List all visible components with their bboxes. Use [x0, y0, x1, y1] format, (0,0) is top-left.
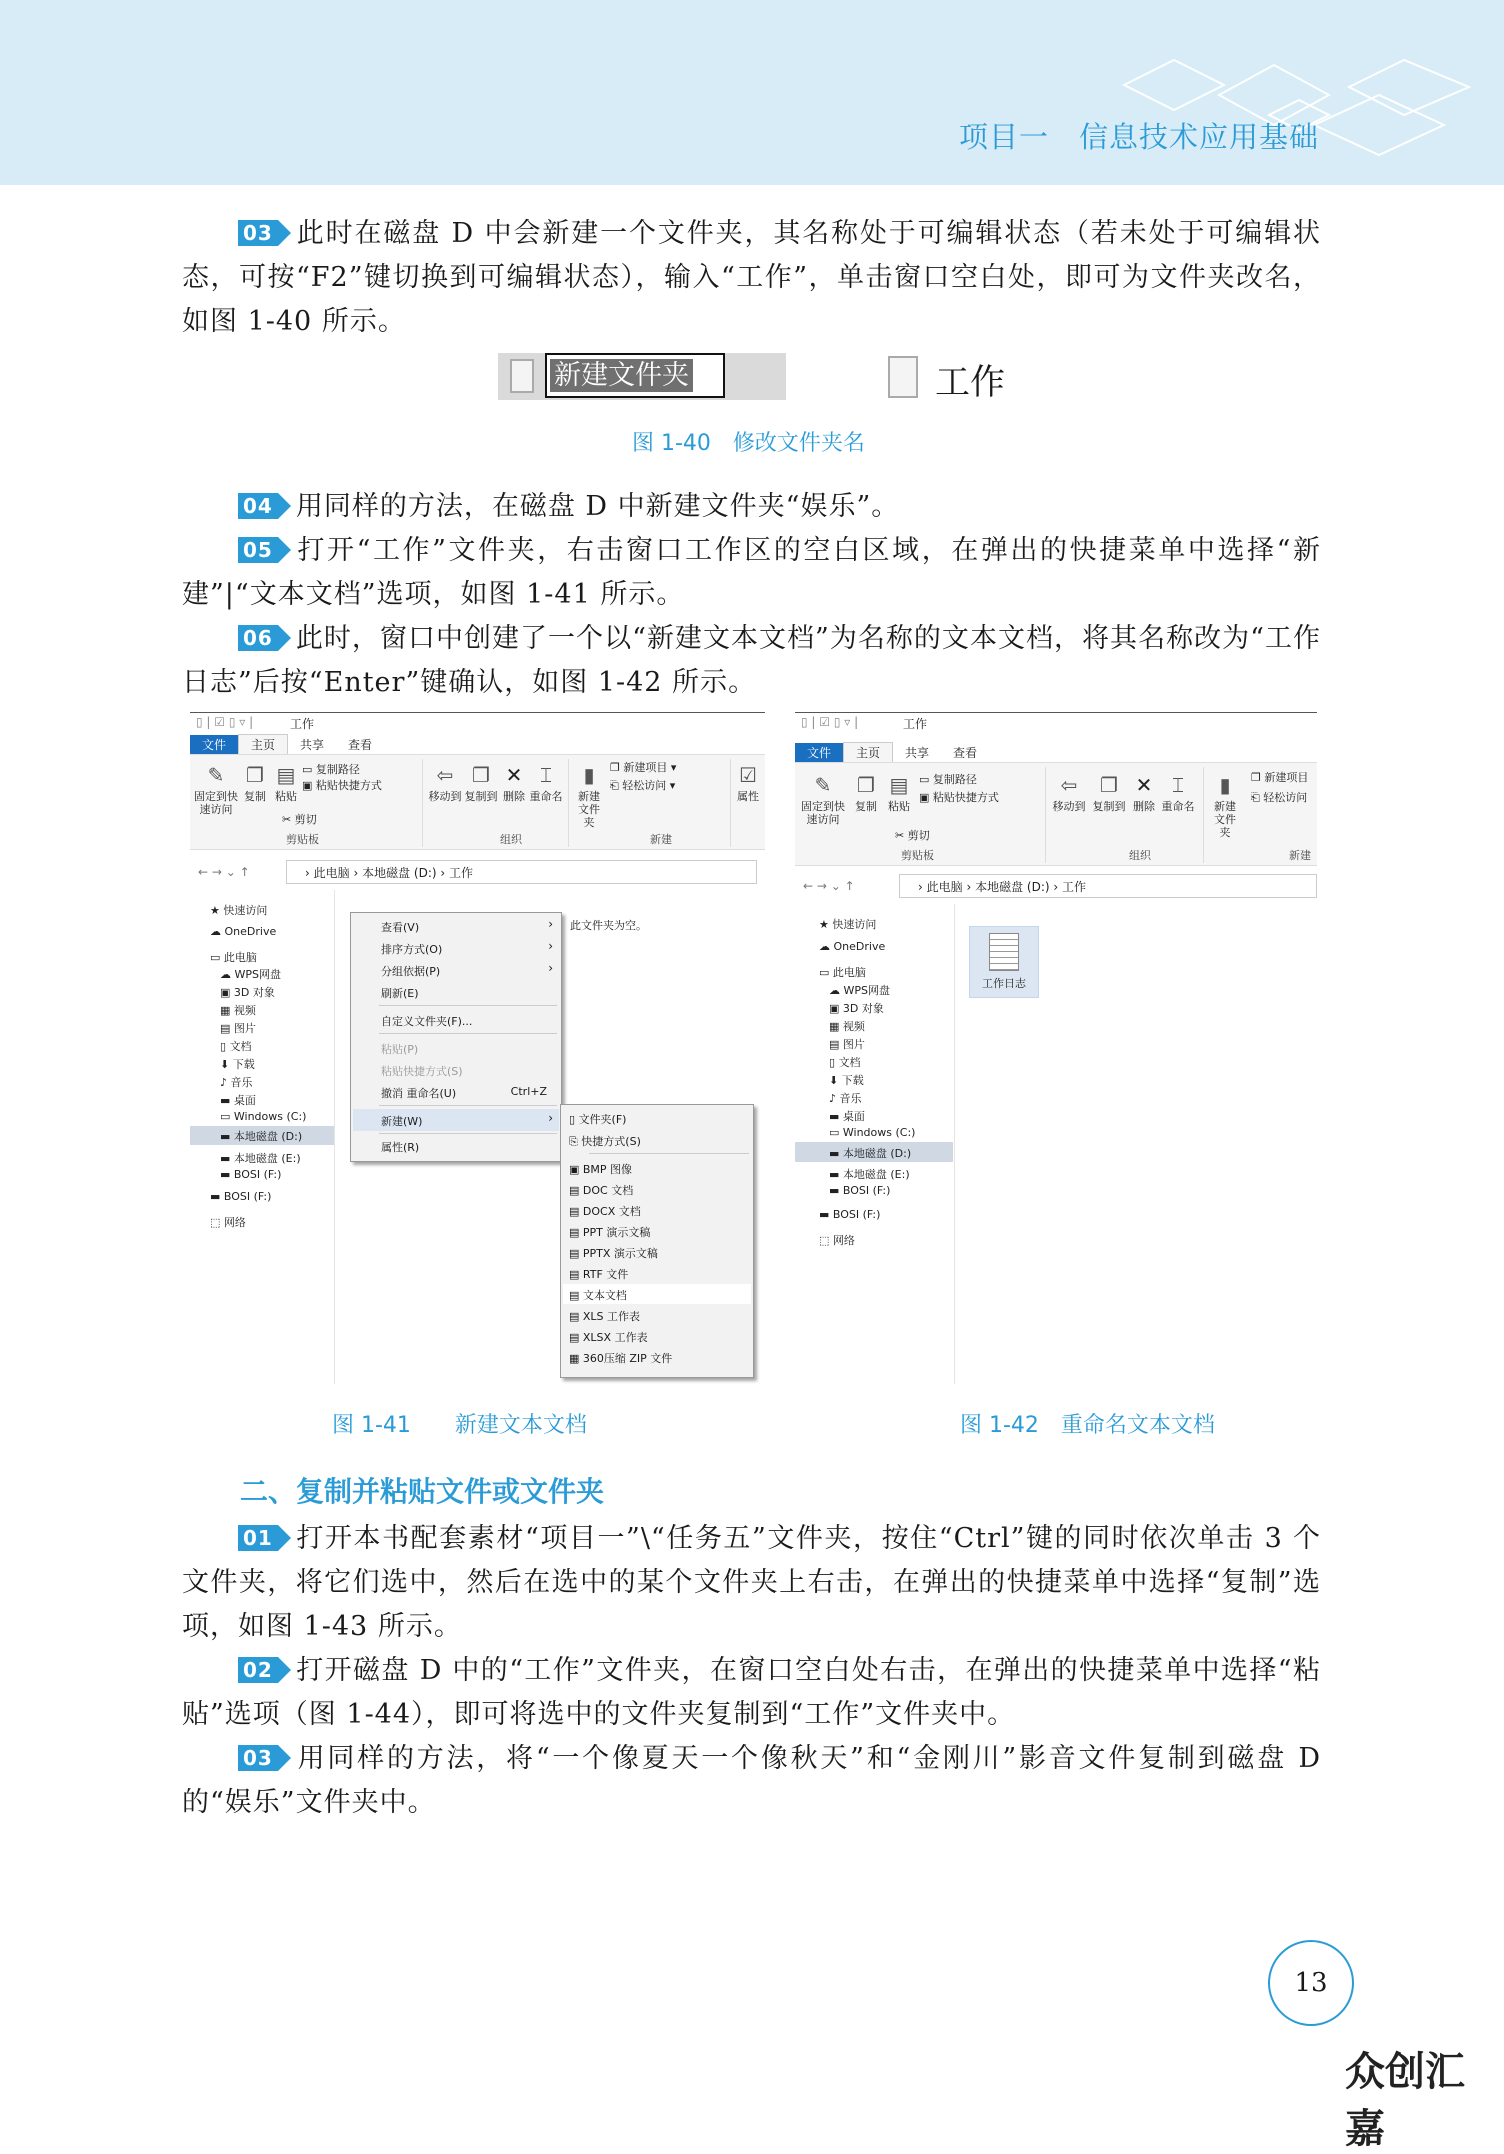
paste-label: 粘贴 — [888, 800, 910, 813]
figure-caption: 图 1-41 新建文本文档 — [332, 1413, 587, 1438]
nav-item[interactable]: ▤ 图片 — [829, 1038, 865, 1051]
easy-access-label: 轻松访问 — [1263, 791, 1308, 804]
copy-to-button[interactable] — [1091, 773, 1127, 813]
paste-icon: ▤ — [276, 763, 296, 787]
group-clipboard: 剪贴板 — [901, 849, 934, 862]
paragraph-text: 用同样的方法，在磁盘 D 中新建文件夹“娱乐”。 — [295, 491, 900, 522]
tab-view[interactable]: 查看 — [953, 746, 978, 760]
step-badge: 03 — [238, 220, 278, 246]
copy-to-button[interactable] — [464, 763, 498, 803]
paste-button[interactable] — [272, 763, 300, 803]
nav-item[interactable]: ⬇ 下载 — [220, 1058, 255, 1071]
properties-label: 属性 — [737, 790, 759, 803]
delete-button[interactable] — [502, 763, 526, 803]
move-to-label: 移动到 — [428, 790, 462, 803]
nav-item[interactable]: ☁ WPS网盘 — [220, 968, 281, 981]
nav-item[interactable]: ▬ BOSI (F:) — [220, 1168, 282, 1181]
nav-item[interactable]: ▬ 本地磁盘 (E:) — [220, 1152, 301, 1165]
paragraph-step-01 — [182, 1517, 1321, 1649]
pin-label: 固定到快速访问 — [194, 790, 238, 816]
nav-item[interactable]: ☁ OneDrive — [819, 940, 886, 953]
easy-access-button[interactable]: ⎗ 轻松访问 — [1251, 791, 1308, 804]
pin-button[interactable] — [194, 763, 238, 816]
paste-icon: ▤ — [889, 773, 909, 797]
address-path[interactable]: › 此电脑 › 本地磁盘 (D:) › 工作 — [286, 860, 757, 884]
tab-file[interactable]: 文件 — [795, 743, 843, 763]
copy-label: 复制 — [244, 790, 266, 803]
step-badge: 03 — [238, 1745, 278, 1771]
submenu-item[interactable]: ▤ XLS 工作表 — [569, 1310, 641, 1323]
new-folder-button[interactable] — [1209, 773, 1241, 839]
title-bar: ▯ | ☑ ▯ ▿ | 工作 — [190, 712, 765, 732]
window-title: 工作 — [290, 717, 315, 731]
copy-to-label: 复制到 — [464, 790, 498, 803]
nav-item[interactable]: ▬ BOSI (F:) — [829, 1184, 891, 1197]
submenu-item[interactable]: ▣ BMP 图像 — [569, 1163, 633, 1176]
nav-item[interactable]: ▬ BOSI (F:) — [210, 1190, 272, 1203]
file-name: 工作日志 — [982, 977, 1026, 990]
undo-shortcut: Ctrl+Z — [510, 1085, 547, 1098]
nav-item-selected[interactable]: ▬ 本地磁盘 (D:) — [190, 1126, 334, 1145]
easy-access-label: 轻松访问 — [622, 779, 667, 792]
nav-item[interactable]: ⬇ 下载 — [829, 1074, 864, 1087]
menu-item-sort[interactable]: 排序方式(O) — [381, 943, 443, 956]
new-item-label: 新建项目 — [1264, 771, 1309, 784]
paragraph-step-02 — [182, 1649, 1321, 1737]
chapter-title: 项目一 信息技术应用基础 — [958, 120, 1319, 154]
menu-item-paste-shortcut[interactable]: 粘贴快捷方式(S) — [381, 1065, 463, 1078]
paragraph-text: 此时在磁盘 D 中会新建一个文件夹，其名称处于可编辑状态（若未处于可编辑状态，可按“F2”键切换到可编辑状态），输入“工作”，单击窗口空白处，即可为文件夹改名，如图 1-40 所示。 — [182, 218, 1321, 337]
delete-icon: ✕ — [505, 763, 523, 787]
paste-shortcut-button[interactable]: ▣ 粘贴快捷方式 — [302, 779, 382, 792]
tab-share[interactable]: 共享 — [905, 746, 930, 760]
new-folder-button[interactable] — [574, 763, 604, 829]
group-new: 新建 — [650, 833, 672, 846]
ribbon-tabs — [795, 742, 1317, 762]
selected-name-text: 新建文件夹 — [550, 359, 693, 392]
nav-item[interactable]: ▣ 3D 对象 — [829, 1002, 884, 1015]
menu-item-properties[interactable]: 属性(R) — [381, 1141, 420, 1154]
copy-to-icon: ❐ — [472, 763, 490, 787]
new-folder-label: 新建文件夹 — [578, 790, 600, 829]
submenu-item[interactable]: ▤ DOC 文档 — [569, 1184, 634, 1197]
nav-item[interactable]: ▯ 文档 — [220, 1040, 252, 1053]
submenu-item[interactable]: ▤ PPTX 演示文稿 — [569, 1247, 658, 1260]
rename-button[interactable] — [1159, 773, 1197, 813]
rename-icon: ⌶ — [1172, 773, 1184, 797]
rename-edit-box[interactable] — [545, 353, 725, 398]
copy-to-label: 复制到 — [1092, 800, 1126, 813]
navigation-pane — [795, 904, 955, 1384]
nav-item[interactable]: ▬ 桌面 — [220, 1094, 256, 1107]
paragraph-step-06 — [182, 617, 1321, 705]
nav-item[interactable]: ▯ 文档 — [829, 1056, 861, 1069]
menu-item-refresh[interactable]: 刷新(E) — [381, 987, 419, 1000]
address-path[interactable]: › 此电脑 › 本地磁盘 (D:) › 工作 — [899, 874, 1317, 898]
address-bar — [190, 860, 765, 884]
delete-icon: ✕ — [1135, 773, 1153, 797]
nav-item[interactable]: ▦ 视频 — [220, 1004, 256, 1017]
copy-button[interactable] — [242, 763, 268, 803]
step-badge: 02 — [238, 1657, 278, 1683]
nav-item[interactable]: ▭ 此电脑 — [819, 966, 866, 979]
crumb-folder[interactable]: 工作 — [1061, 880, 1086, 894]
copy-path-label: 复制路径 — [315, 763, 360, 776]
nav-item[interactable]: ▬ BOSI (F:) — [819, 1208, 881, 1221]
step-badge: 01 — [238, 1525, 278, 1551]
menu-item-view[interactable]: 查看(V) — [381, 921, 420, 934]
context-menu — [350, 912, 562, 1162]
copy-path-button[interactable]: ▭ 复制路径 — [302, 763, 360, 776]
nav-item[interactable]: ▭ Windows (C:) — [220, 1110, 307, 1123]
nav-item[interactable]: ☁ OneDrive — [210, 925, 277, 938]
submenu-item[interactable]: ▤ RTF 文件 — [569, 1268, 629, 1281]
cut-button[interactable]: ✂ 剪切 — [282, 813, 317, 826]
nav-item[interactable]: ▦ 视频 — [829, 1020, 865, 1033]
paragraph-step-04 — [182, 485, 1321, 529]
ribbon — [795, 762, 1317, 866]
copy-path-button[interactable]: ▭ 复制路径 — [919, 773, 977, 786]
move-to-icon: ⇦ — [1060, 773, 1078, 797]
section-heading: 二、复制并粘贴文件或文件夹 — [240, 1475, 605, 1508]
submenu-item[interactable]: ▤ XLSX 工作表 — [569, 1331, 648, 1344]
crumb-folder[interactable]: 工作 — [448, 866, 473, 880]
group-clipboard: 剪贴板 — [286, 833, 319, 846]
rename-icon: ⌶ — [540, 763, 552, 787]
group-new: 新建 — [1289, 849, 1311, 862]
crumb-drive[interactable]: 本地磁盘 (D:) — [975, 880, 1050, 894]
address-bar — [795, 874, 1317, 898]
group-organize: 组织 — [1129, 849, 1151, 862]
paste-shortcut-button[interactable]: ▣ 粘贴快捷方式 — [919, 791, 999, 804]
delete-label: 删除 — [503, 790, 525, 803]
page-header — [0, 0, 1504, 185]
chevron-right-icon: › — [548, 917, 553, 931]
window-title: 工作 — [903, 717, 928, 731]
pin-button[interactable] — [799, 773, 847, 826]
watermark: 众创汇嘉 — [1345, 2049, 1465, 2152]
delete-label: 删除 — [1133, 800, 1155, 813]
copy-button[interactable] — [853, 773, 879, 813]
new-folder-icon: ▮ — [583, 763, 595, 787]
nav-item[interactable]: ▭ 此电脑 — [210, 951, 257, 964]
cut-label: 剪切 — [294, 813, 317, 826]
copy-label: 复制 — [855, 800, 877, 813]
ribbon — [190, 754, 765, 850]
nav-item[interactable]: ☁ WPS网盘 — [829, 984, 890, 997]
copy-icon: ❐ — [246, 763, 264, 787]
move-to-label: 移动到 — [1052, 800, 1086, 813]
menu-item-customize[interactable]: 自定义文件夹(F)... — [381, 1015, 473, 1028]
paragraph-text: 打开“工作”文件夹，右击窗口工作区的空白区域，在弹出的快捷菜单中选择“新建”|“文本文档”选项，如图 1-41 所示。 — [182, 535, 1321, 610]
pin-icon: ✎ — [814, 773, 832, 797]
move-to-button[interactable] — [428, 763, 462, 803]
folder-icon — [888, 356, 918, 398]
new-item-label: 新建项目 — [623, 761, 668, 774]
step-badge: 06 — [238, 625, 278, 651]
explorer-window-fig42 — [795, 712, 1317, 1384]
nav-item[interactable]: ▭ Windows (C:) — [829, 1126, 916, 1139]
nav-item[interactable]: ▬ 本地磁盘 (E:) — [829, 1168, 910, 1181]
submenu-item[interactable]: ▤ PPT 演示文稿 — [569, 1226, 651, 1239]
copy-icon: ❐ — [857, 773, 875, 797]
new-folder-label: 新建文件夹 — [1214, 800, 1236, 839]
paragraph-step-03 — [182, 212, 1321, 344]
group-organize: 组织 — [500, 833, 522, 846]
paragraph-text: 打开本书配套素材“项目一”\“任务五”文件夹，按住“Ctrl”键的同时依次单击 3 个文件夹，将它们选中，然后在选中的某个文件夹上右击，在弹出的快捷菜单中选择“复制”选项，如图 1-43 所示。 — [182, 1523, 1321, 1642]
empty-folder-text: 此文件夹为空。 — [570, 919, 647, 932]
title-bar: ▯ | ☑ ▯ ▿ | 工作 — [795, 712, 1317, 732]
move-to-icon: ⇦ — [436, 763, 454, 787]
menu-item-paste[interactable]: 粘贴(P) — [381, 1043, 419, 1056]
paragraph-step-03b — [182, 1737, 1321, 1825]
nav-item[interactable]: ★ 快速访问 — [210, 904, 268, 917]
nav-arrows-icon[interactable]: ← → ⌄ ↑ — [803, 879, 855, 893]
rename-button[interactable] — [528, 763, 564, 803]
page-number: 13 — [1268, 1940, 1354, 2026]
figure-caption: 图 1-42 重命名文本文档 — [960, 1413, 1215, 1438]
crumb-pc[interactable]: 此电脑 — [926, 880, 963, 894]
figure-caption: 图 1-40 修改文件夹名 — [632, 431, 865, 456]
paragraph-text: 此时，窗口中创建了一个以“新建文本文档”为名称的文本文档，将其名称改为“工作日志”后按“Enter”键确认，如图 1-42 所示。 — [182, 623, 1321, 698]
menu-item-undo[interactable]: 撤消 重命名(U) — [381, 1087, 457, 1100]
pin-icon: ✎ — [207, 763, 225, 787]
nav-item[interactable]: ♪ 音乐 — [220, 1076, 253, 1089]
pin-label: 固定到快速访问 — [801, 800, 845, 826]
paste-shortcut-label: 粘贴快捷方式 — [932, 791, 999, 804]
step-badge: 04 — [238, 493, 278, 519]
tab-home[interactable]: 主页 — [238, 734, 288, 755]
paste-button[interactable] — [885, 773, 913, 813]
submenu-item-folder[interactable]: ▯ 文件夹(F) — [569, 1113, 627, 1126]
paste-shortcut-label: 粘贴快捷方式 — [315, 779, 382, 792]
tab-view[interactable]: 查看 — [348, 738, 373, 752]
properties-icon: ☑ — [739, 763, 757, 787]
step-badge: 05 — [238, 537, 278, 563]
paragraph-step-05 — [182, 529, 1321, 617]
crumb-pc[interactable]: 此电脑 — [313, 866, 350, 880]
cut-label: 剪切 — [907, 829, 930, 842]
rename-label: 重命名 — [529, 790, 563, 803]
copy-to-icon: ❐ — [1100, 773, 1118, 797]
tab-file[interactable]: 文件 — [190, 735, 238, 755]
menu-item-new[interactable]: 新建(W) — [353, 1109, 559, 1131]
paragraph-text: 打开磁盘 D 中的“工作”文件夹，在窗口空白处右击，在弹出的快捷菜单中选择“粘贴”选项（图 1-44），即可将选中的文件夹复制到“工作”文件夹中。 — [182, 1655, 1321, 1730]
paste-label: 粘贴 — [275, 790, 297, 803]
nav-item[interactable]: ⬚ 网络 — [210, 1216, 246, 1229]
easy-access-button[interactable]: ⎗ 轻松访问 ▾ — [610, 779, 676, 792]
submenu-item[interactable]: ▦ 360压缩 ZIP 文件 — [569, 1352, 673, 1365]
folder-icon — [510, 359, 534, 393]
submenu-item-text-document[interactable]: ▤ 文本文档 — [563, 1284, 751, 1304]
submenu-item-shortcut[interactable]: ⎘ 快捷方式(S) — [569, 1135, 641, 1148]
new-folder-icon: ▮ — [1219, 773, 1231, 797]
nav-item[interactable]: ♪ 音乐 — [829, 1092, 862, 1105]
ribbon-tabs — [190, 734, 765, 754]
paragraph-text: 用同样的方法，将“一个像夏天一个像秋天”和“金刚川”影音文件复制到磁盘 D 的“娱乐”文件夹中。 — [182, 1743, 1321, 1818]
chevron-right-icon: › — [548, 961, 553, 975]
rename-label: 重命名 — [1161, 800, 1195, 813]
new-item-button[interactable]: ❐ 新建项目 — [1251, 771, 1309, 784]
nav-item[interactable]: ⬚ 网络 — [819, 1234, 855, 1247]
nav-item[interactable]: ▤ 图片 — [220, 1022, 256, 1035]
new-item-button[interactable]: ❐ 新建项目 ▾ — [610, 761, 677, 774]
chevron-right-icon: › — [548, 1111, 553, 1125]
menu-item-group[interactable]: 分组依据(P) — [381, 965, 441, 978]
nav-item[interactable]: ★ 快速访问 — [819, 918, 877, 931]
delete-button[interactable] — [1131, 773, 1157, 813]
properties-button[interactable] — [734, 763, 762, 803]
move-to-button[interactable] — [1051, 773, 1087, 813]
tab-share[interactable]: 共享 — [300, 738, 325, 752]
file-item-work-log[interactable] — [969, 926, 1039, 998]
cut-button[interactable]: ✂ 剪切 — [895, 829, 930, 842]
nav-item-selected[interactable]: ▬ 本地磁盘 (D:) — [795, 1142, 953, 1162]
crumb-drive[interactable]: 本地磁盘 (D:) — [362, 866, 437, 880]
new-submenu — [560, 1104, 754, 1378]
submenu-item[interactable]: ▤ DOCX 文档 — [569, 1205, 641, 1218]
tab-home[interactable]: 主页 — [843, 742, 893, 763]
nav-arrows-icon[interactable]: ← → ⌄ ↑ — [198, 865, 250, 879]
navigation-pane — [190, 890, 335, 1384]
copy-path-label: 复制路径 — [932, 773, 977, 786]
chevron-right-icon: › — [548, 939, 553, 953]
nav-item[interactable]: ▣ 3D 对象 — [220, 986, 275, 999]
renamed-folder-label: 工作 — [935, 363, 1006, 403]
nav-item[interactable]: ▬ 桌面 — [829, 1110, 865, 1123]
text-file-icon — [989, 933, 1019, 971]
